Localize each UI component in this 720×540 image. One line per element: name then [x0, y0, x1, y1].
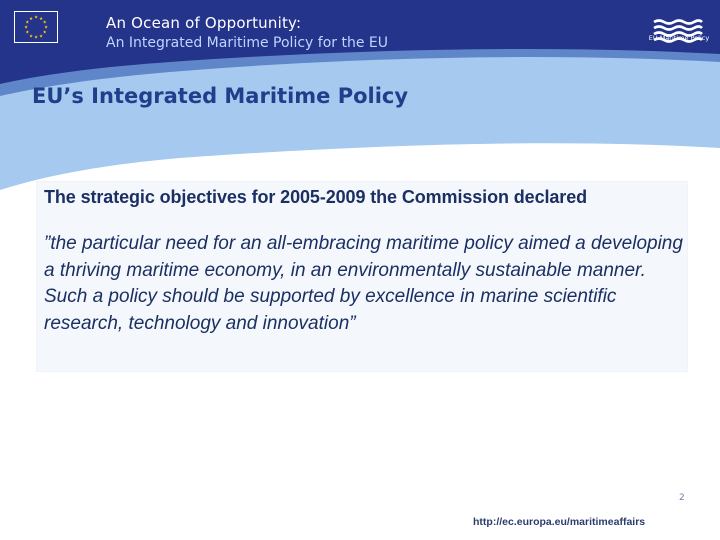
header-title: An Ocean of Opportunity:	[106, 14, 302, 32]
content-box	[36, 181, 688, 372]
logo-caption: EU Maritime Policy	[648, 34, 710, 42]
content-heading: The strategic objectives for 2005-2009 the Commission declared	[44, 187, 588, 207]
content-quote: ”the particular need for an all-embracing maritime policy aimed a developing a thriving maritime economy, in an environmentally sustainable manner. Such a policy should be supported by excellence in marine scientific research, technology and innovation”	[44, 233, 683, 334]
footer-url: http://ec.europa.eu/maritimeaffairs	[473, 516, 646, 528]
page-title: EU’s Integrated Maritime Policy	[32, 84, 409, 108]
eu-flag-icon	[14, 11, 58, 43]
flag-star: ★	[43, 25, 49, 31]
flag-star: ★	[38, 34, 44, 40]
page-number: 2	[679, 493, 685, 503]
flag-star: ★	[23, 25, 29, 31]
flag-star: ★	[25, 20, 30, 26]
flag-star: ★	[33, 35, 39, 41]
flag-star: ★	[42, 30, 47, 36]
waves-logo-icon	[650, 10, 706, 50]
flag-star: ★	[25, 30, 30, 36]
flag-star: ★	[33, 15, 39, 21]
flag-star: ★	[28, 16, 34, 22]
flag-star: ★	[42, 20, 47, 26]
flag-star: ★	[38, 16, 44, 22]
header-subtitle: An Integrated Maritime Policy for the EU	[106, 35, 388, 51]
flag-star: ★	[28, 34, 34, 40]
